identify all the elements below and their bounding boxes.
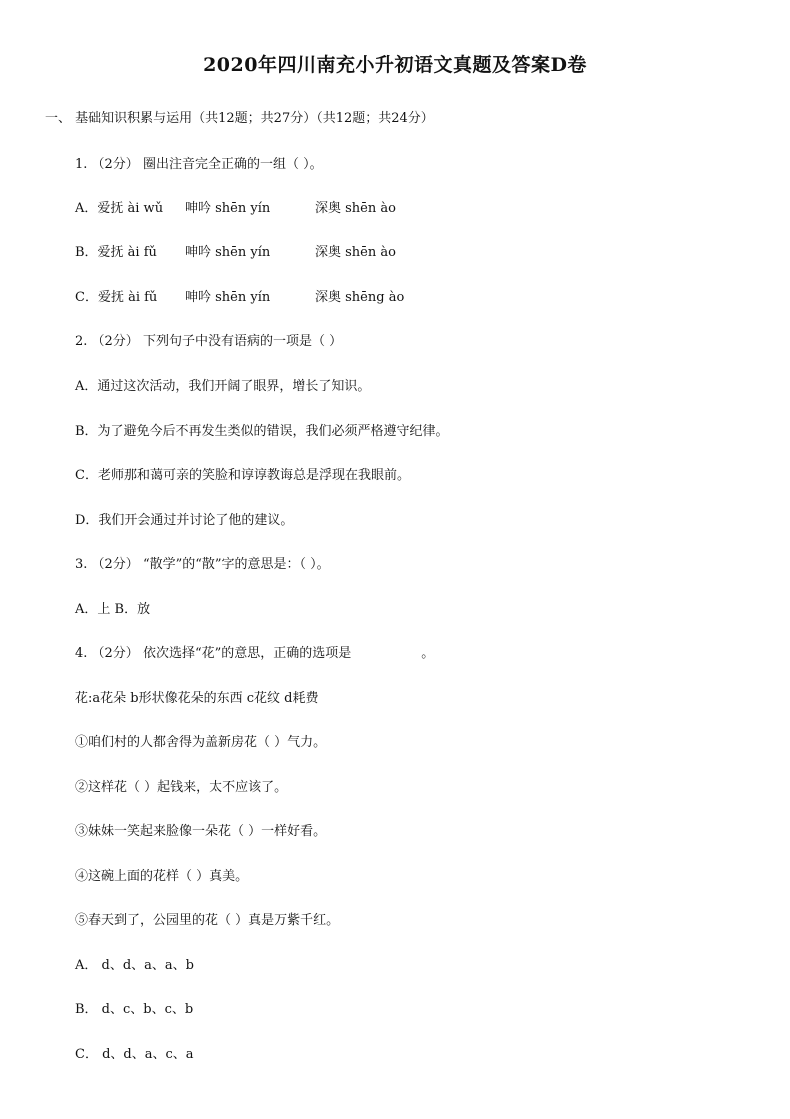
question-2-option-a: A．通过这次活动，我们开阔了眼界，增长了知识。 bbox=[75, 379, 371, 394]
section-heading: 一、 基础知识积累与运用（共12题；共27分）（共12题；共24分） bbox=[45, 111, 434, 126]
question-4-item-4: ④这碗上面的花样（ ）真美。 bbox=[75, 869, 249, 884]
question-2-stem: 2. （2分） 下列句子中没有语病的一项是（ ） bbox=[75, 334, 343, 349]
question-4-stem-end: 。 bbox=[421, 646, 435, 661]
question-4-item-1: ①咱们村的人都舍得为盖新房花（ ）气力。 bbox=[75, 735, 327, 750]
option-c-word2: 呻吟 shēn yín bbox=[185, 290, 271, 305]
option-c-word1: C．爱抚 ài fǔ bbox=[75, 290, 158, 305]
question-1-option-b bbox=[75, 245, 396, 261]
question-3-stem: 3. （2分） “散学”的“散”字的意思是：（ ）。 bbox=[75, 557, 330, 572]
question-2-option-b: B．为了避免今后不再发生类似的错误，我们必须严格遵守纪律。 bbox=[75, 424, 449, 439]
option-b-word1: B．爱抚 ài fǔ bbox=[75, 245, 157, 260]
question-2-option-c: C．老师那和蔼可亲的笑脸和谆谆教诲总是浮现在我眼前。 bbox=[75, 468, 410, 483]
question-1-option-c bbox=[75, 290, 404, 306]
option-a-word1: A．爱抚 ài wǔ bbox=[75, 201, 164, 216]
question-4-stem bbox=[75, 646, 434, 662]
question-4-option-b: B． d、c、b、c、b bbox=[75, 1002, 194, 1017]
option-a-word3: 深奥 shēn ào bbox=[315, 201, 396, 216]
question-1-option-a bbox=[75, 201, 396, 217]
option-c-word3: 深奥 shēng ào bbox=[315, 290, 405, 305]
question-4-meanings: 花:a花朵 b形状像花朵的东西 c花纹 d耗费 bbox=[75, 691, 319, 706]
question-4-item-3: ③妹妹一笑起来脸像一朵花（ ）一样好看。 bbox=[75, 824, 327, 839]
question-4-item-5: ⑤春天到了，公园里的花（ ）真是万紫千红。 bbox=[75, 913, 340, 928]
question-4-option-c: C． d、d、a、c、a bbox=[75, 1047, 194, 1062]
page-title: 2020年四川南充小升初语文真题及答案D卷 bbox=[203, 54, 587, 76]
question-3-options: A．上 B．放 bbox=[75, 602, 151, 617]
option-a-word2: 呻吟 shēn yín bbox=[185, 201, 271, 216]
question-2-option-d: D．我们开会通过并讨论了他的建议。 bbox=[75, 513, 294, 528]
question-4-option-a: A． d、d、a、a、b bbox=[75, 958, 194, 973]
question-4-stem-text: 4. （2分） 依次选择“花”的意思，正确的选项是 bbox=[75, 646, 352, 661]
question-4-item-2: ②这样花（ ）起钱来，太不应该了。 bbox=[75, 780, 288, 795]
option-b-word2: 呻吟 shēn yín bbox=[185, 245, 271, 260]
option-b-word3: 深奥 shēn ào bbox=[315, 245, 396, 260]
question-1-stem: 1. （2分） 圈出注音完全正确的一组（ ）。 bbox=[75, 157, 323, 172]
